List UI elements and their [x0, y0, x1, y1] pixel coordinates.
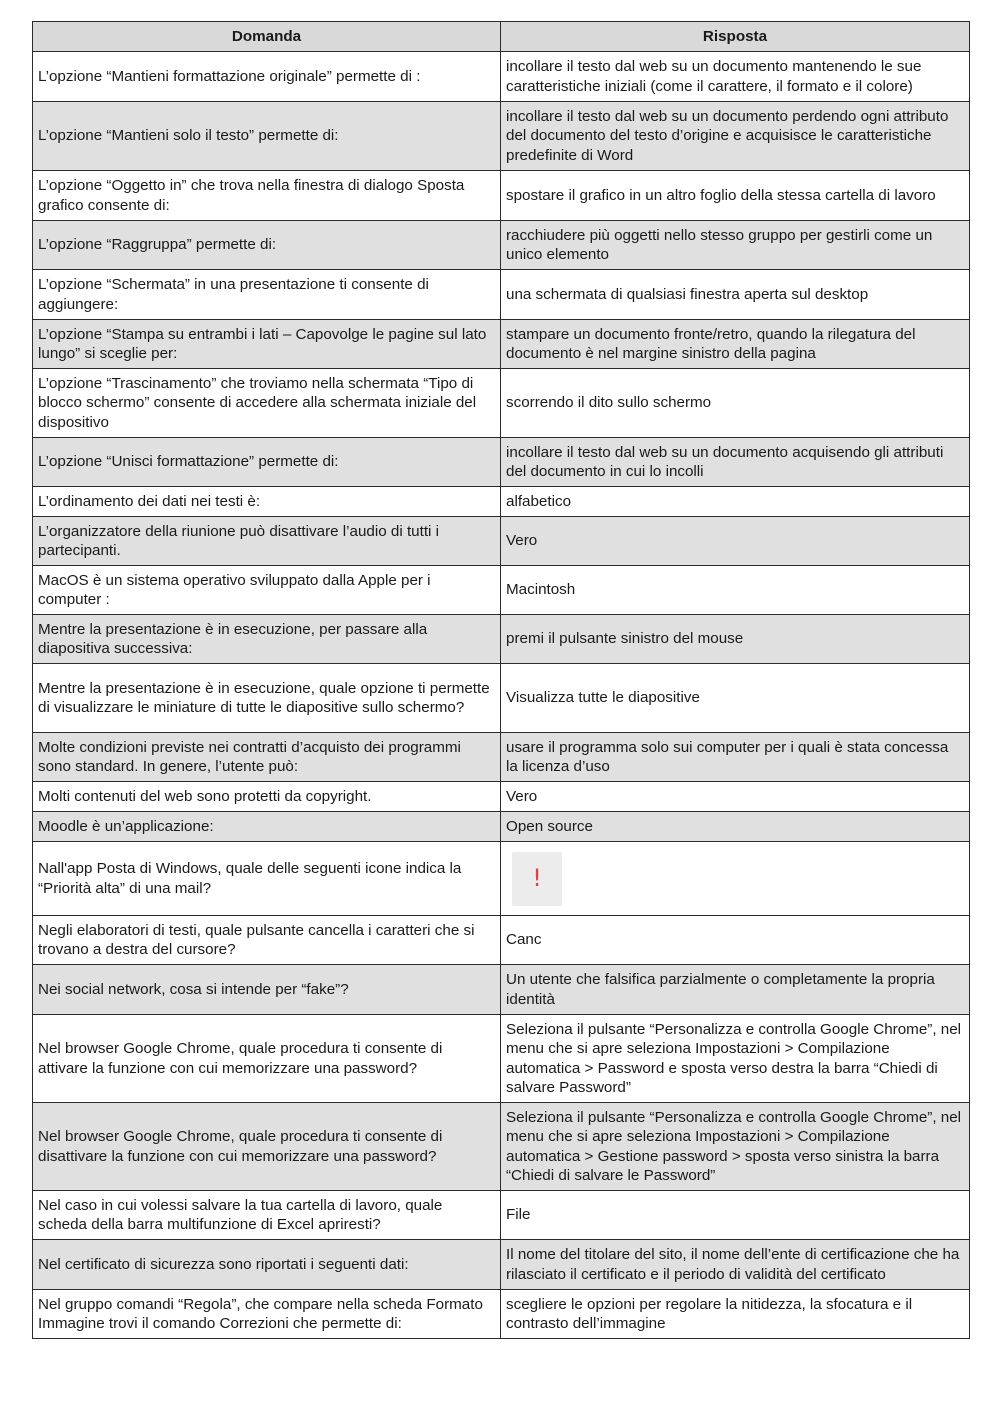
question-cell: Nel caso in cui volessi salvare la tua cartella di lavoro, quale scheda della barra multifunzione di Excel apriresti? — [33, 1191, 501, 1240]
answer-cell: File — [501, 1191, 970, 1240]
question-cell: L’opzione “Schermata” in una presentazione ti consente di aggiungere: — [33, 270, 501, 320]
table-row — [33, 1103, 970, 1191]
table-row — [33, 438, 970, 487]
table-row — [33, 566, 970, 615]
table-row — [33, 487, 970, 517]
table-row — [33, 171, 970, 221]
answer-cell: Visualizza tutte le diapositive — [501, 664, 970, 733]
table-row — [33, 615, 970, 664]
answer-cell: spostare il grafico in un altro foglio della stessa cartella di lavoro — [501, 171, 970, 221]
table-row — [33, 1240, 970, 1290]
question-cell: Negli elaboratori di testi, quale pulsante cancella i caratteri che si trovano a destra del cursore? — [33, 916, 501, 965]
answer-cell: stampare un documento fronte/retro, quando la rilegatura del documento è nel margine sinistro della pagina — [501, 320, 970, 369]
table-row — [33, 842, 970, 916]
question-cell: Mentre la presentazione è in esecuzione, quale opzione ti permette di visualizzare le miniature di tutte le diapositive sullo schermo? — [33, 664, 501, 733]
question-cell: L’opzione “Raggruppa” permette di: — [33, 221, 501, 270]
question-cell: Mentre la presentazione è in esecuzione, per passare alla diapositiva successiva: — [33, 615, 501, 664]
table-row — [33, 733, 970, 782]
question-cell: Nall'app Posta di Windows, quale delle seguenti icone indica la “Priorità alta” di una mail? — [33, 842, 501, 916]
table-row — [33, 1290, 970, 1339]
question-cell: MacOS è un sistema operativo sviluppato dalla Apple per i computer : — [33, 566, 501, 615]
answer-cell: scegliere le opzioni per regolare la nitidezza, la sfocatura e il contrasto dell’immagine — [501, 1290, 970, 1339]
answer-cell: scorrendo il dito sullo schermo — [501, 369, 970, 438]
question-cell: Nel gruppo comandi “Regola”, che compare nella scheda Formato Immagine trovi il comando Correzioni che permette di: — [33, 1290, 501, 1339]
table-row — [33, 1015, 970, 1103]
table-row — [33, 1191, 970, 1240]
question-cell: Nei social network, cosa si intende per “fake”? — [33, 965, 501, 1015]
question-cell: L’opzione “Oggetto in” che trova nella finestra di dialogo Sposta grafico consente di: — [33, 171, 501, 221]
table-row — [33, 782, 970, 812]
question-cell: Nel browser Google Chrome, quale procedura ti consente di disattivare la funzione con cui memorizzare una password? — [33, 1103, 501, 1191]
answer-cell: premi il pulsante sinistro del mouse — [501, 615, 970, 664]
question-cell: Nel certificato di sicurezza sono riportati i seguenti dati: — [33, 1240, 501, 1290]
answer-cell: Seleziona il pulsante “Personalizza e controlla Google Chrome”, nel menu che si apre seleziona Impostazioni > Compilazione automatica > Password e sposta verso destra la barra “Chiedi di salvare Password” — [501, 1015, 970, 1103]
table-row — [33, 102, 970, 171]
question-cell: L’ordinamento dei dati nei testi è: — [33, 487, 501, 517]
question-cell: Molti contenuti del web sono protetti da copyright. — [33, 782, 501, 812]
table-row — [33, 221, 970, 270]
answer-cell: Un utente che falsifica parzialmente o completamente la propria identità — [501, 965, 970, 1015]
table-row — [33, 664, 970, 733]
answer-cell — [501, 842, 970, 916]
header-answer: Risposta — [501, 22, 970, 52]
exclamation-icon — [512, 852, 562, 906]
table-row — [33, 270, 970, 320]
exclamation-mark: ! — [532, 863, 542, 892]
question-cell: Nel browser Google Chrome, quale procedura ti consente di attivare la funzione con cui memorizzare una password? — [33, 1015, 501, 1103]
question-cell: L’opzione “Trascinamento” che troviamo nella schermata “Tipo di blocco schermo” consente di accedere alla schermata iniziale del dispositivo — [33, 369, 501, 438]
answer-cell: Vero — [501, 782, 970, 812]
question-cell: L’opzione “Mantieni solo il testo” permette di: — [33, 102, 501, 171]
answer-cell: Open source — [501, 812, 970, 842]
table-row — [33, 812, 970, 842]
header-question: Domanda — [33, 22, 501, 52]
table-row — [33, 369, 970, 438]
question-cell: Molte condizioni previste nei contratti d’acquisto dei programmi sono standard. In genere, l’utente può: — [33, 733, 501, 782]
answer-cell: incollare il testo dal web su un documento mantenendo le sue caratteristiche iniziali (come il carattere, il formato e il colore) — [501, 52, 970, 102]
table-row — [33, 320, 970, 369]
answer-cell: incollare il testo dal web su un documento perdendo ogni attributo del documento del testo d’origine e acquisisce le caratteristiche predefinite di Word — [501, 102, 970, 171]
answer-cell: alfabetico — [501, 487, 970, 517]
answer-cell: incollare il testo dal web su un documento acquisendo gli attributi del documento in cui lo incolli — [501, 438, 970, 487]
question-cell: L’opzione “Unisci formattazione” permette di: — [33, 438, 501, 487]
question-cell: L’opzione “Stampa su entrambi i lati – Capovolge le pagine sul lato lungo” si sceglie per: — [33, 320, 501, 369]
answer-cell: Vero — [501, 517, 970, 566]
answer-cell: usare il programma solo sui computer per i quali è stata concessa la licenza d’uso — [501, 733, 970, 782]
question-cell: Moodle è un’applicazione: — [33, 812, 501, 842]
table-row — [33, 965, 970, 1015]
answer-cell: Seleziona il pulsante “Personalizza e controlla Google Chrome”, nel menu che si apre seleziona Impostazioni > Compilazione automatica > Gestione password > sposta verso sinistra la barra “Chiedi di salvare le Password” — [501, 1103, 970, 1191]
answer-cell: Canc — [501, 916, 970, 965]
table-row — [33, 916, 970, 965]
table-row — [33, 52, 970, 102]
question-cell: L’organizzatore della riunione può disattivare l’audio di tutti i partecipanti. — [33, 517, 501, 566]
table-row — [33, 517, 970, 566]
header-row — [33, 22, 970, 52]
answer-cell: Il nome del titolare del sito, il nome dell’ente di certificazione che ha rilasciato il certificato e il periodo di validità del certificato — [501, 1240, 970, 1290]
qa-table — [32, 21, 970, 1339]
answer-cell: racchiudere più oggetti nello stesso gruppo per gestirli come un unico elemento — [501, 221, 970, 270]
question-cell: L’opzione “Mantieni formattazione originale” permette di : — [33, 52, 501, 102]
answer-cell: una schermata di qualsiasi finestra aperta sul desktop — [501, 270, 970, 320]
answer-cell: Macintosh — [501, 566, 970, 615]
